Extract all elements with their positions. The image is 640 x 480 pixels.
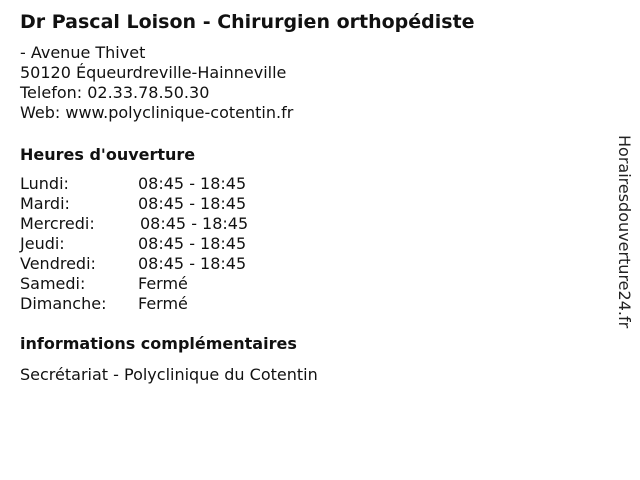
time-value: 08:45 - 18:45 [138,174,247,193]
day-label: Dimanche: [20,294,107,313]
time-value: Fermé [138,274,188,293]
time-value: 08:45 - 18:45 [138,234,247,253]
city-line: 50120 Équeurdreville-Hainneville [20,63,287,82]
hours-row-tuesday [20,194,420,214]
day-label: Jeudi: [20,234,65,253]
time-value: Fermé [138,294,188,313]
hours-row-saturday [20,274,420,294]
hours-row-sunday [20,294,420,314]
day-label: Lundi: [20,174,69,193]
info-text: Secrétariat - Polyclinique du Cotentin [20,365,318,384]
time-value: 08:45 - 18:45 [140,214,249,233]
time-value: 08:45 - 18:45 [138,254,247,273]
hours-row-thursday [20,234,420,254]
hours-heading: Heures d'ouverture [20,145,196,164]
site-watermark: Horairesdouverture24.fr [615,135,634,329]
address-block [20,43,293,123]
day-label: Samedi: [20,274,86,293]
info-heading: informations complémentaires [20,334,297,353]
web-line[interactable]: Web: www.polyclinique-cotentin.fr [20,103,294,122]
hours-row-wednesday [20,214,420,234]
street-line: - Avenue Thivet [20,43,146,62]
day-label: Mercredi: [20,214,95,233]
hours-row-friday [20,254,420,274]
day-label: Vendredi: [20,254,96,273]
time-value: 08:45 - 18:45 [138,194,247,213]
page-title: Dr Pascal Loison - Chirurgien orthopédiste [20,11,475,33]
hours-table [20,174,420,314]
day-label: Mardi: [20,194,70,213]
hours-row-monday [20,174,420,194]
phone-line[interactable]: Telefon: 02.33.78.50.30 [20,83,210,102]
